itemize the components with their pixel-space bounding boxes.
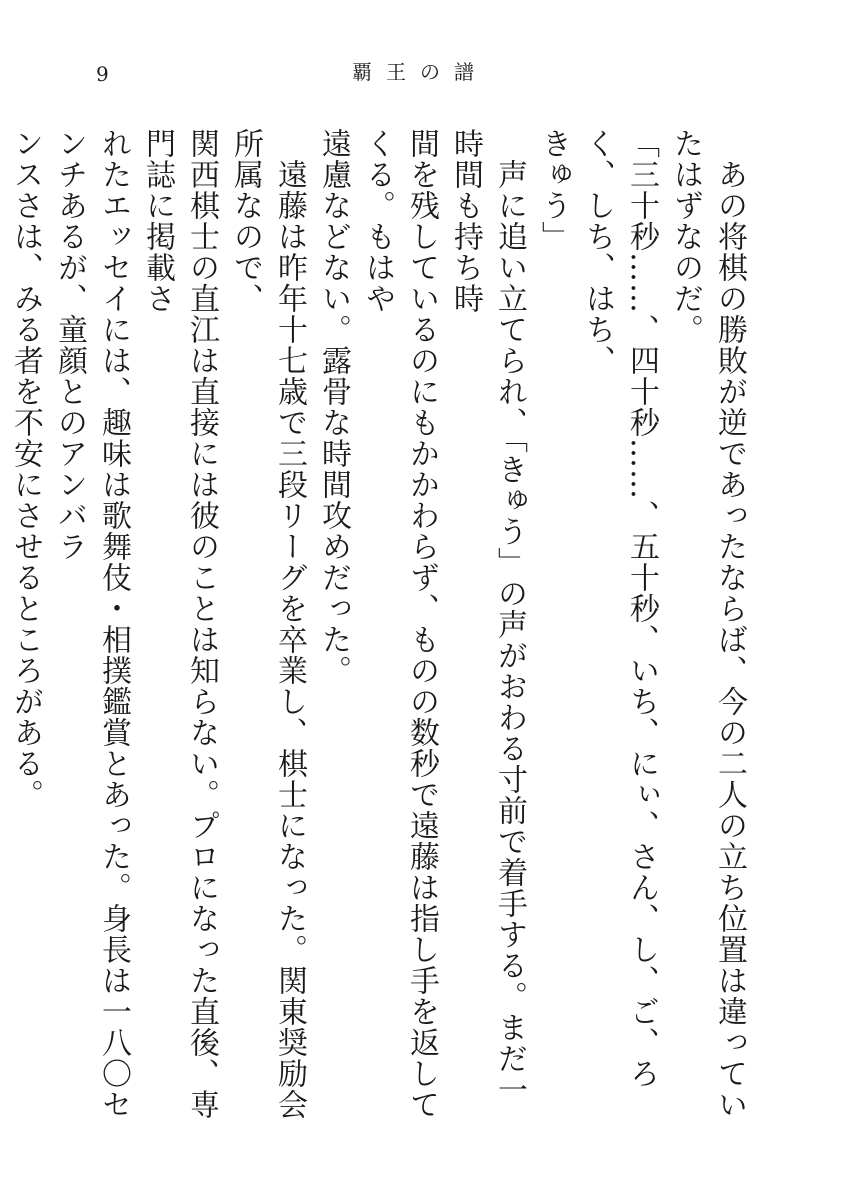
page-number: 9: [96, 62, 109, 86]
paragraph: 遠藤は昨年十七歳で三段リーグを卒業し、棋士になった。関東奨励会所属なので、 関西棋士の直江は直接には彼のことは知らない。プロになった直後、専門誌に掲載さ れたエッセイには、趣味は歌舞伎・相撲鑑賞とあった。身長は一八〇センチあるが、童顔とのアンバラ ンスさは、みる者を不安にさせるところがある。: [8, 128, 307, 1120]
paragraph: 「三十秒……、四十秒……、五十秒、いち、にぃ、さん、し、ご、ろく、しち、はち、 きゅう」: [536, 128, 659, 1089]
paragraph: [0, 128, 3, 1128]
body-text: [0, 128, 751, 1128]
paragraph: 声に追い立てられ、「きゅう」の声がおわる寸前で着手する。まだ一時間も持ち時 間を残しているのにもかかわらず、ものの数秒で遠藤は指し手を返してくる。もはや 遠慮などない。露骨な時間攻めだった。: [316, 128, 527, 1120]
running-title: 覇王の譜: [352, 60, 488, 84]
paragraph: あの将棋の勝敗が逆であったならば、今の二人の立ち位置は違っていたはずなのだ。: [668, 128, 747, 1120]
